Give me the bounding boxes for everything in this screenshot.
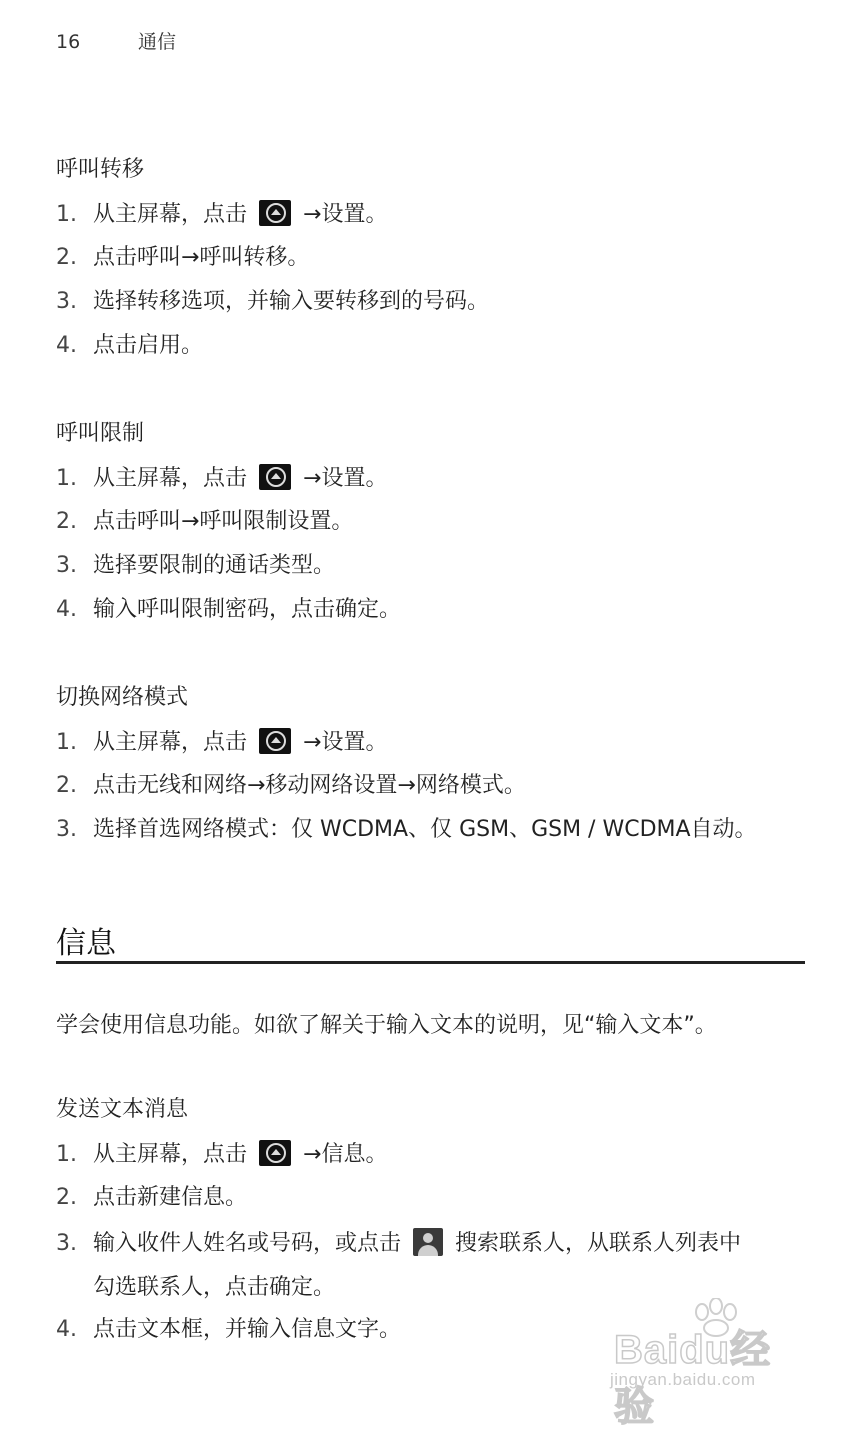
network-mode-step-2: 2. 点击无线和网络→移动网络设置→网络模式。: [56, 773, 526, 798]
network-mode-title: 切换网络模式: [56, 685, 189, 710]
apps-menu-icon: [259, 464, 291, 490]
send-text-title: 发送文本消息: [56, 1097, 189, 1122]
page-number: 16: [56, 31, 81, 53]
baidu-watermark: [610, 1298, 810, 1429]
network-mode-step-1: 1. 从主屏幕，点击 →设置。: [56, 730, 388, 755]
send-text-step-4: 4. 点击文本框，并输入信息文字。: [56, 1317, 402, 1342]
call-barring-title: 呼叫限制: [56, 421, 145, 446]
call-barring-step-3: 3. 选择要限制的通话类型。: [56, 553, 336, 578]
watermark-url: jingyan.baidu.com: [610, 1370, 756, 1389]
messages-intro: 学会使用信息功能。如欲了解关于输入文本的说明，见“输入文本”。: [56, 1013, 717, 1038]
apps-menu-icon: [259, 200, 291, 226]
heading-divider: [56, 961, 805, 964]
page-header: [56, 27, 176, 54]
call-forward-step-2: 2. 点击呼叫→呼叫转移。: [56, 245, 310, 270]
send-text-step-2: 2. 点击新建信息。: [56, 1185, 248, 1210]
contact-icon: [413, 1228, 443, 1256]
network-mode-step-3: 3. 选择首选网络模式：仅 WCDMA、仅 GSM、GSM / WCDMA自动。: [56, 817, 757, 842]
call-forward-step-3: 3. 选择转移选项，并输入要转移到的号码。: [56, 289, 490, 314]
call-barring-step-2: 2. 点击呼叫→呼叫限制设置。: [56, 509, 354, 534]
watermark-logo: Baidu经验: [614, 1328, 772, 1429]
messages-heading: 信息: [56, 926, 116, 961]
chapter-title: 通信: [138, 31, 177, 53]
apps-menu-icon: [259, 1140, 291, 1166]
call-forward-title: 呼叫转移: [56, 157, 145, 182]
apps-menu-icon: [259, 728, 291, 754]
send-text-step-3-continued: 勾选联系人，点击确定。: [93, 1275, 336, 1300]
call-barring-step-1: 1. 从主屏幕，点击 →设置。: [56, 466, 388, 491]
send-text-step-3: 3. 输入收件人姓名或号码，或点击 搜索联系人，从联系人列表中 勾选联系人，点击确定。: [56, 1228, 741, 1302]
send-text-step-1: 1. 从主屏幕，点击 →信息。: [56, 1142, 388, 1167]
call-forward-step-1: 1. 从主屏幕，点击 →设置。: [56, 202, 388, 227]
call-forward-step-4: 4. 点击启用。: [56, 333, 204, 358]
call-barring-step-4: 4. 输入呼叫限制密码，点击确定。: [56, 597, 402, 622]
